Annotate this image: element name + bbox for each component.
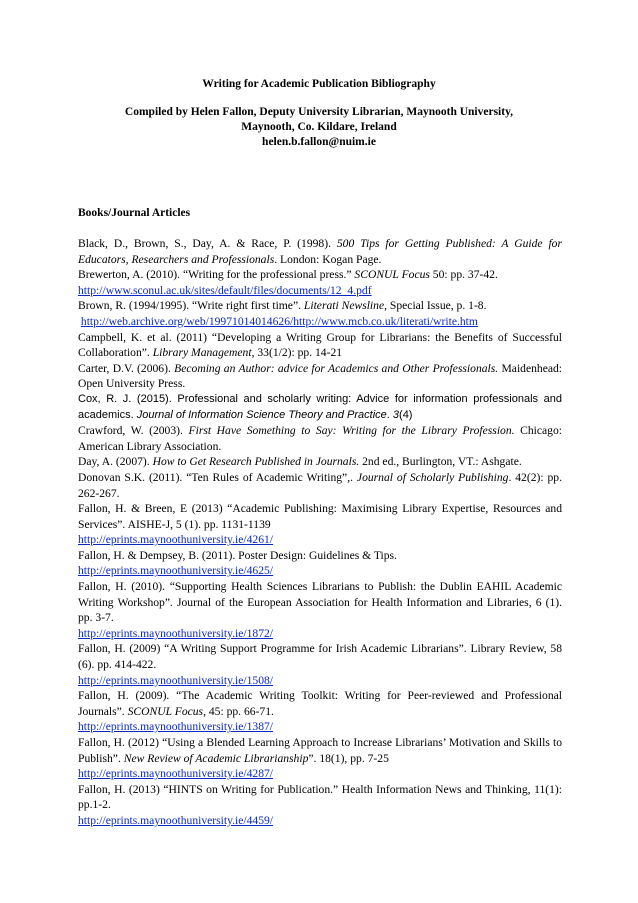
bibliography-entry: Brewerton, A. (2010). “Writing for the professional press.” SCONUL Focus 50: pp. 37-42. http://www.sconul.ac.uk/sites/default/files/documents/12_4.pdf <box>78 268 498 297</box>
compiler-line-1: Compiled by Helen Fallon, Deputy University Librarian, Maynooth University, <box>124 106 514 118</box>
entry-link[interactable]: http://eprints.maynoothuniversity.ie/4459/ <box>78 813 274 827</box>
bibliography-entry: Fallon, H. & Dempsey, B. (2011). Poster Design: Guidelines & Tips. http://eprints.maynoothuniversity.ie/4625/ <box>78 548 397 578</box>
section-heading: Books/Journal Articles <box>78 207 191 219</box>
compiler-line-2: Maynooth, Co. Kildare, Ireland <box>241 121 397 133</box>
entry-link[interactable]: http://eprints.maynoothuniversity.ie/4261/ <box>78 533 274 547</box>
entry-link[interactable]: http://eprints.maynoothuniversity.ie/4287/ <box>78 767 274 781</box>
bibliography-entry: Brown, R. (1994/1995). “Write right first time”. Literati Newsline, Special Issue, p. 1-8. http://web.archive.org/web/19971014014626/http://www.mcb.co.uk/literati/write.htm <box>78 299 487 328</box>
entry-link[interactable]: http://eprints.maynoothuniversity.ie/1508/ <box>78 673 274 687</box>
bibliography-entry: Black, D., Brown, S., Day, A. & Race, P. (1998). 500 Tips for Getting Published: A Guide for Educators, Researchers and Professionals. London: Kogan Page. <box>78 237 562 266</box>
bibliography-entry: Donovan S.K. (2011). “Ten Rules of Academic Writing”,. Journal of Scholarly Publishing. 42(2): pp. 262-267. <box>78 470 562 500</box>
bibliography-entry: Crawford, W. (2003). First Have Something to Say: Writing for the Library Profession. Chicago: American Library Association. <box>78 424 562 453</box>
bibliography-list <box>78 236 562 829</box>
bibliography-entry: Fallon, H. (2012) “Using a Blended Learning Approach to Increase Librarians’ Motivation and Skills to Publish”. New Review of Academic Librarianship”. 18(1), pp. 7-25 http://eprints.maynoothuniversity.ie/4287/ <box>78 736 562 781</box>
document-title: Writing for Academic Publication Bibliography <box>202 78 436 90</box>
bibliography-entry: Carter, D.V. (2006). Becoming an Author: advice for Academics and Other Professionals. Maidenhead: Open University Press. <box>78 361 563 391</box>
compiler-block <box>78 105 560 150</box>
bibliography-entry: Campbell, K. et al. (2011) “Developing a Writing Group for Librarians: the Benefits of Successful Collaboration”. Library Management, 33(1/2): pp. 14-21 <box>78 330 562 360</box>
bibliography-entry: Cox, R. J. (2015). Professional and scholarly writing: Advice for information professionals and academics. Journal of Information Science Theory and Practice. 3(4) <box>78 392 562 421</box>
compiler-email: helen.b.fallon@nuim.ie <box>262 136 376 148</box>
entry-link[interactable]: http://www.sconul.ac.uk/sites/default/files/documents/12_4.pdf <box>78 283 372 297</box>
bibliography-entry: Fallon, H. & Breen, E (2013) “Academic Publishing: Maximising Library Expertise, Resources and Services”. AISHE-J, 5 (1). pp. 1131-1139 http://eprints.maynoothuniversity.ie/4261/ <box>78 502 562 547</box>
entry-link[interactable]: http://eprints.maynoothuniversity.ie/1872/ <box>78 626 274 640</box>
entry-link[interactable]: http://web.archive.org/web/19971014014626/http://www.mcb.co.uk/literati/write.htm <box>80 314 478 328</box>
bibliography-entry: Fallon, H. (2009) “A Writing Support Programme for Irish Academic Librarians”. Library Review, 58 (6). pp. 414-422. http://eprints.maynoothuniversity.ie/1508/ <box>78 642 562 687</box>
bibliography-entry: Fallon, H. (2009). “The Academic Writing Toolkit: Writing for Peer-reviewed and Professional Journals”. SCONUL Focus, 45: pp. 66-71. http://eprints.maynoothuniversity.ie/1387/ <box>78 689 562 734</box>
bibliography-entry: Day, A. (2007). How to Get Research Published in Journals. 2nd ed., Burlington, VT.: Ashgate. <box>78 455 522 469</box>
bibliography-entry: Fallon, H. (2013) “HINTS on Writing for Publication.” Health Information News and Thinking, 11(1): pp.1-2. http://eprints.maynoothuniversity.ie/4459/ <box>78 782 562 827</box>
entry-link[interactable]: http://eprints.maynoothuniversity.ie/4625/ <box>78 564 274 578</box>
bibliography-entry: Fallon, H. (2010). “Supporting Health Sciences Librarians to Publish: the Dublin EAHIL Academic Writing Workshop”. Journal of the European Association for Health Information and Libraries, 6 (1). pp. 3-7. http://eprints.maynoothuniversity.ie/1872/ <box>78 580 562 640</box>
entry-link[interactable]: http://eprints.maynoothuniversity.ie/1387/ <box>78 720 274 734</box>
